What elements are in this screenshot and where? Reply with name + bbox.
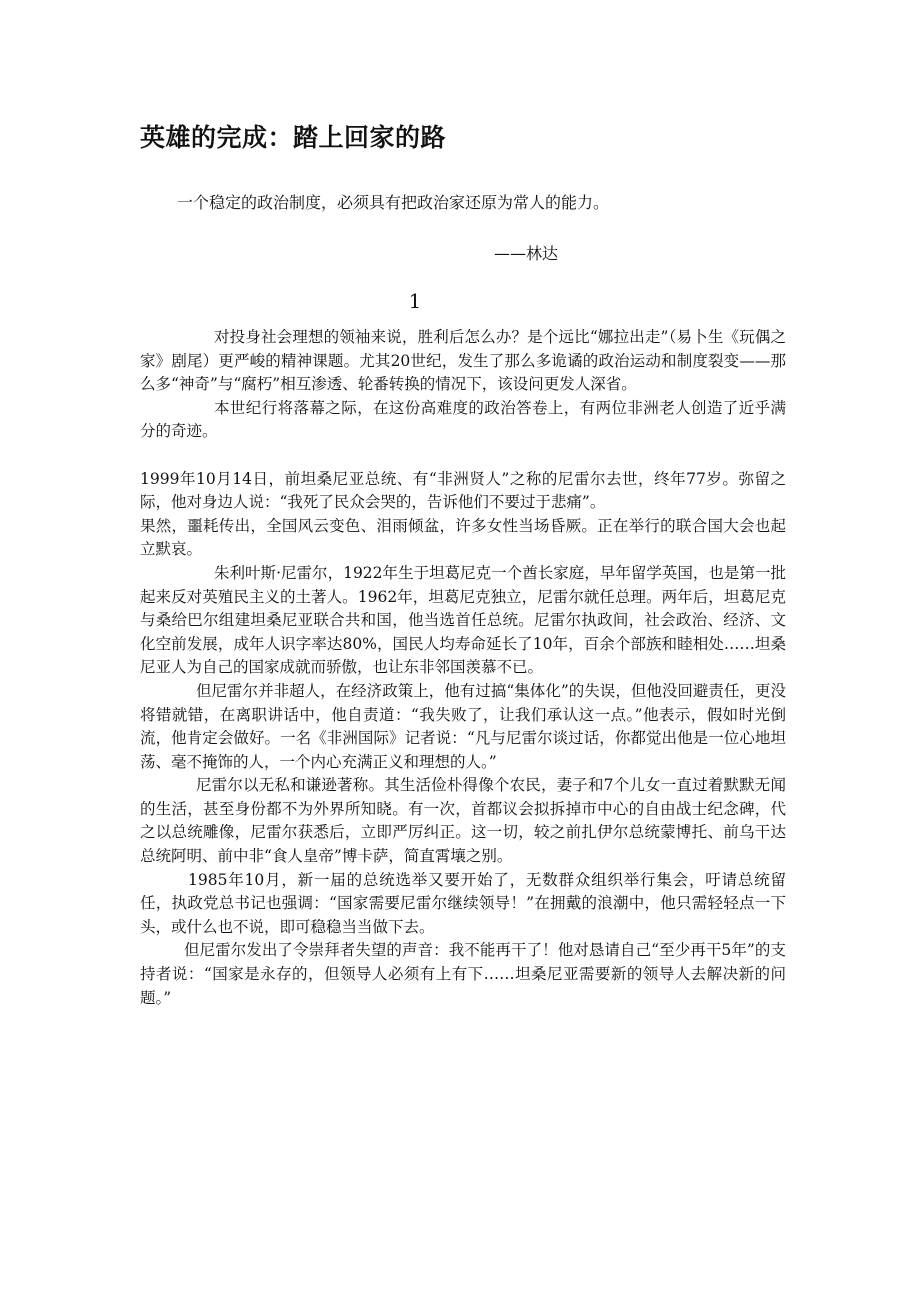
epigraph-author: ——林达 xyxy=(494,244,559,263)
document-title: 英雄的完成：踏上回家的路 xyxy=(140,123,447,152)
paragraph: 果然，噩耗传出，全国风云变色、泪雨倾盆，许多女性当场昏厥。正在举行的联合国大会也起立默哀。 xyxy=(140,516,786,559)
paragraph: 1999年10月14日，前坦桑尼亚总统、有“非洲贤人”之称的尼雷尔去世，终年77岁。弥留之际，他对身边人说：“我死了民众会哭的，告诉他们不要过于悲痛”。 xyxy=(140,469,786,512)
paragraph: 但尼雷尔并非超人，在经济政策上，他有过搞“集体化”的失误，但他没回避责任，更没将错就错，在离职讲话中，他自责道：“我失败了，让我们承认这一点。”他表示，假如时光倒流，他肯定会做好。一名《非洲国际》记者说：“凡与尼雷尔谈过话，你都觉出他是一位心地坦荡、毫不掩饰的人，一个内心充满正义和理想的人。” xyxy=(140,681,786,771)
paragraph: 1985年10月，新一届的总统选举又要开始了，无数群众组织举行集会，吁请总统留任，执政党总书记也强调：“国家需要尼雷尔继续领导！”在拥戴的浪潮中，他只需轻轻点一下头，或什么也不说，即可稳稳当当做下去。 xyxy=(140,870,786,936)
article-body xyxy=(140,326,786,1010)
section-number: 1 xyxy=(408,289,422,313)
paragraph: 对投身社会理想的领袖来说，胜利后怎么办？是个远比“娜拉出走”（易卜生《玩偶之家》剧尾）更严峻的精神课题。尤其20世纪，发生了那么多诡谲的政治运动和制度裂变——那么多“神奇”与“腐朽”相互渗透、轮番转换的情况下，该设问更发人深省。 xyxy=(140,328,786,394)
paragraph: 朱利叶斯·尼雷尔，1922年生于坦葛尼克一个酋长家庭，早年留学英国，也是第一批起来反对英殖民主义的土著人。1962年，坦葛尼克独立，尼雷尔就任总理。两年后，坦葛尼克与桑给巴尔组建坦桑尼亚联合共和国，他当选首任总统。尼雷尔执政间，社会政治、经济、文化空前发展，成年人识字率达80%，国民人均寿命延长了10年，百余个部族和睦相处……坦桑尼亚人为自己的国家成就而骄傲，也让东非邻国羡慕不已。 xyxy=(140,563,786,677)
paragraph: 尼雷尔以无私和谦逊著称。其生活俭朴得像个农民，妻子和7个儿女一直过着默默无闻的生活，甚至身份都不为外界所知晓。有一次，首都议会拟拆掉市中心的自由战士纪念碑，代之以总统雕像，尼雷尔获悉后，立即严厉纠正。这一切，较之前扎伊尔总统蒙博托、前乌干达总统阿明、前中非“食人皇帝”博卡萨，简直霄壤之别。 xyxy=(140,776,786,866)
paragraph: 但尼雷尔发出了令崇拜者失望的声音：我不能再干了！他对恳请自己“至少再干5年”的支持者说：“国家是永存的，但领导人必须有上有下……坦桑尼亚需要新的领导人去解决新的问题。” xyxy=(140,941,786,1007)
paragraph-gap xyxy=(140,444,786,468)
paragraph: 本世纪行将落幕之际，在这份高难度的政治答卷上，有两位非洲老人创造了近乎满分的奇迹。 xyxy=(140,398,786,441)
epigraph-quote: 一个稳定的政治制度，必须具有把政治家还原为常人的能力。 xyxy=(177,193,610,212)
